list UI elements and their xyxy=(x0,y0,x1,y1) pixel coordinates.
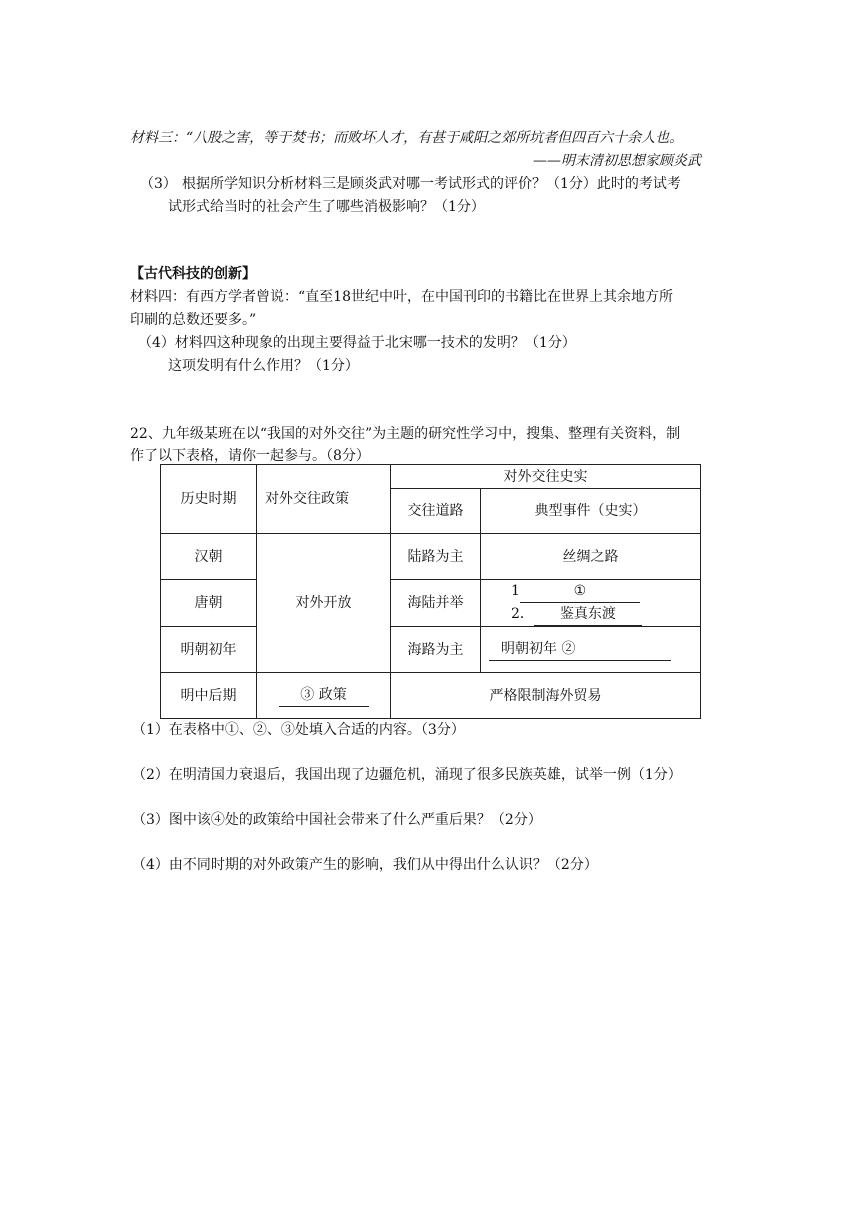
row-han-period: 汉朝 xyxy=(161,534,257,580)
row-ming-early-route: 海路为主 xyxy=(391,627,481,673)
q4-line1: （4）材料四这种现象的出现主要得益于北宋哪一技术的发明？（1分） xyxy=(138,335,576,351)
header-history: 对外交往史实 xyxy=(391,465,701,489)
q22-intro-line2: 作了以下表格，请你一起参与。（8分） xyxy=(130,448,370,464)
row-ming-late-period: 明中后期 xyxy=(161,673,257,719)
q3-line1: 根据所学知识分析材料三是顾炎武对哪一考试形式的评价？（1分）此时的考试考 xyxy=(182,176,681,192)
section-heading-tech: 【古代科技的创新】 xyxy=(130,266,256,282)
policy-open-cell: 对外开放 xyxy=(257,534,391,673)
q3-line2: 试形式给当时的社会产生了哪些消极影响？（1分） xyxy=(168,199,485,215)
blank-3[interactable]: ③ 政策 xyxy=(279,684,369,707)
tang-event-jianzhen: 鉴真东渡 xyxy=(534,603,642,626)
foreign-relations-table xyxy=(160,464,701,719)
material3-quote: 材料三：“八股之害，等于焚书；而败坏人才，有甚于咸阳之郊所坑者但四百六十余人也。 xyxy=(130,130,684,146)
row-ming-early-event xyxy=(481,627,701,673)
header-event: 典型事件（史实） xyxy=(481,489,701,534)
blank-1[interactable]: ① xyxy=(520,580,640,603)
row-tang-period: 唐朝 xyxy=(161,580,257,627)
q22-sub2: （2）在明清国力衰退后，我国出现了边疆危机，涌现了很多民族英雄，试举一例（1分） xyxy=(132,767,682,783)
q22-sub4: （4）由不同时期的对外政策产生的影响，我们从中得出什么认识？（2分） xyxy=(132,857,598,873)
row-han-event: 丝绸之路 xyxy=(481,534,701,580)
q22-intro-line1: 22、九年级某班在以“我国的对外交往”为主题的研究性学习中，搜集、整理有关资料，制 xyxy=(130,426,681,442)
material4-line1: 材料四：有西方学者曾说：“直至18世纪中叶，在中国刊印的书籍比在世界上其余地方所 xyxy=(130,289,673,305)
header-period: 历史时期 xyxy=(161,465,257,534)
tang-event-item-2: 2． 鉴真东渡 xyxy=(511,603,696,626)
material4-line2: 印刷的总数还要多。” xyxy=(130,312,257,328)
row-ming-late-event: 严格限制海外贸易 xyxy=(391,673,701,719)
blank-2[interactable]: 明朝初年 ② xyxy=(489,638,671,661)
q22-sub3: （3）图中该④处的政策给中国社会带来了什么严重后果？（2分） xyxy=(132,812,542,828)
q3-number: （3） xyxy=(140,176,177,192)
q22-sub1: （1）在表格中①、②、③处填入合适的内容。（3分） xyxy=(132,722,465,738)
header-route: 交往道路 xyxy=(391,489,481,534)
row-tang-event xyxy=(481,580,701,627)
tang-event-item-1: 1 ① xyxy=(511,580,696,603)
q4-line2: 这项发明有什么作用？（1分） xyxy=(168,358,359,374)
material3-source: ——明末清初思想家顾炎武 xyxy=(533,153,701,169)
row-ming-late-policy xyxy=(257,673,391,719)
row-han-route: 陆路为主 xyxy=(391,534,481,580)
header-policy: 对外交往政策 xyxy=(257,465,391,534)
row-tang-route: 海陆并举 xyxy=(391,580,481,627)
row-ming-early-period: 明朝初年 xyxy=(161,627,257,673)
